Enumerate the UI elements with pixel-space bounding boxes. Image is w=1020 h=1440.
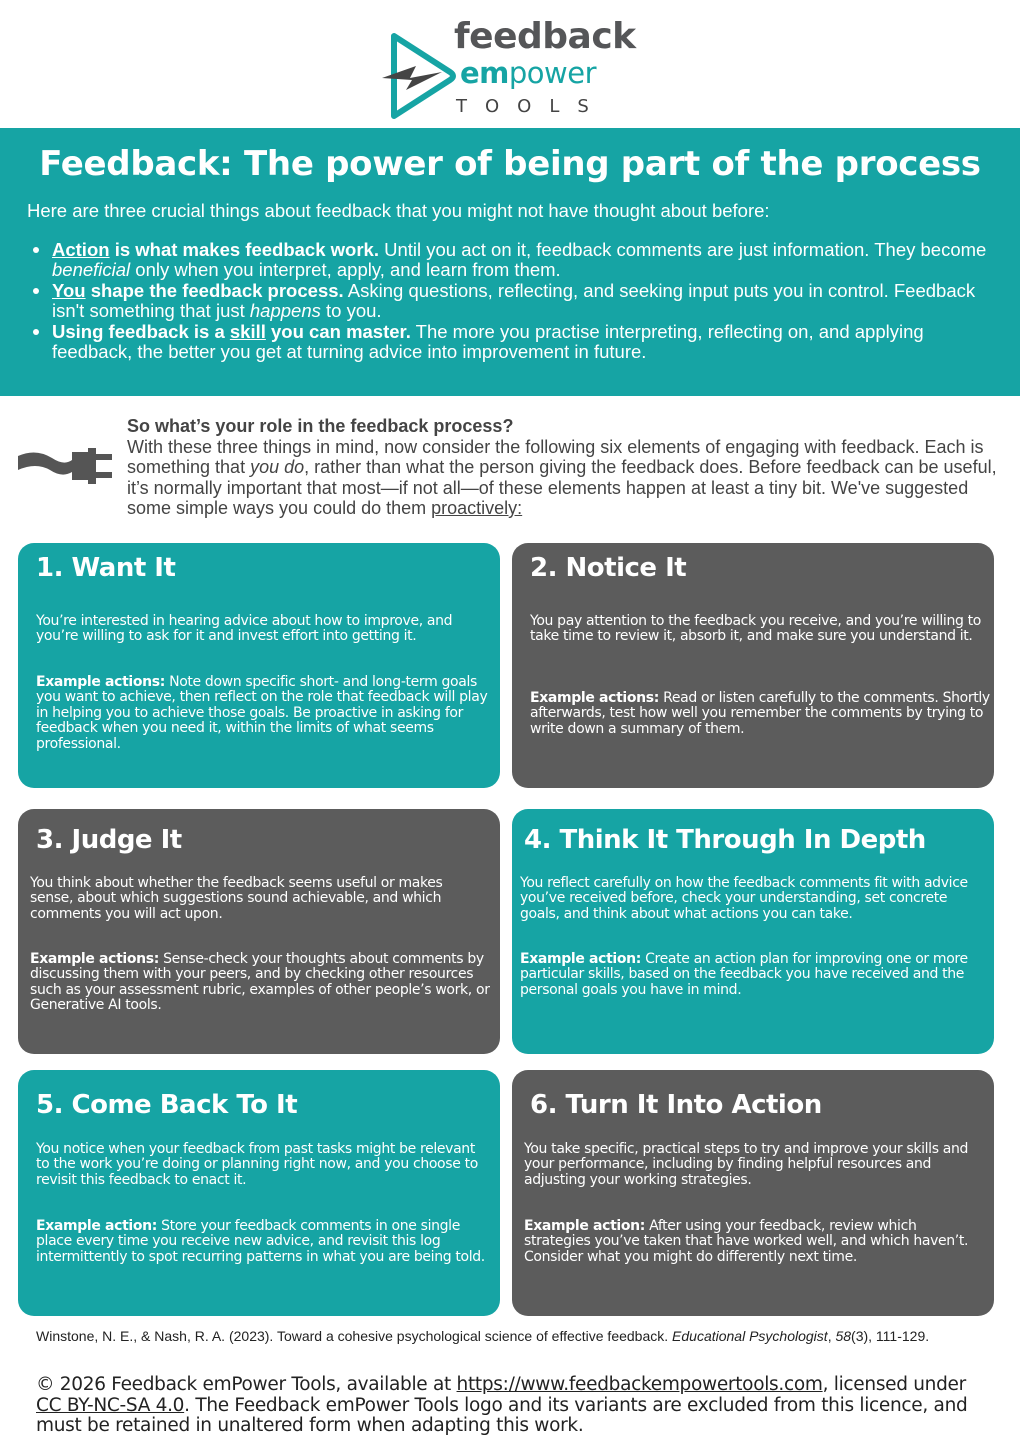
card-title: 1. Want It (36, 553, 176, 583)
card-example: Example action: Store your feedback comments in one single place every time you receive new advice, and revisit this log intermittently to spot recurring patterns in what you are being told. (36, 1218, 485, 1265)
card-example: Example actions: Note down specific short- and long-term goals you want to achieve, then reflect on the role that feedback will play in helping you to achieve those goals. Be proactive in asking for feedback when you need it, within the limits of what seems professional. (36, 674, 488, 752)
card-title: 2. Notice It (530, 553, 687, 583)
reference-citation: Winstone, N. E., & Nash, R. A. (2023). Toward a cohesive psychological science of effective feedback. Educational Psychologist, 58(3), 111-129. (36, 1328, 930, 1344)
card-title: 6. Turn It Into Action (530, 1090, 822, 1120)
logo-word-feedback: feedback (454, 16, 636, 57)
card-body: You reflect carefully on how the feedback comments fit with advice you’ve received before, check your understanding, set concrete goals, and think about what actions you can take. (520, 875, 968, 922)
role-text: With these three things in mind, now consider the following six elements of engaging with feedback. Each is something that you do, rather than what the person giving the feedback does. Before feedback can be useful, it’s normally important that most—if not all—of these elements happen at least a tiny bit. We've suggested some simple ways you could do them proactively: (127, 436, 997, 518)
website-link[interactable]: https://www.feedbackempowertools.com (456, 1374, 823, 1395)
play-bolt-icon (380, 28, 460, 124)
card-example: Example actions: Read or listen carefully to the comments. Shortly afterwards, test how well you remember the comments by trying to write down a summary of them. (530, 690, 990, 737)
role-question: So what’s your role in the feedback process? (127, 416, 514, 436)
card-body: You pay attention to the feedback you receive, and you’re willing to take time to review it, absorb it, and make sure you understand it. (530, 613, 981, 645)
card-turn-it-into-action (512, 1070, 994, 1316)
card-judge-it (18, 809, 500, 1054)
license-link[interactable]: CC BY-NC-SA 4.0 (36, 1394, 185, 1416)
card-want-it (18, 543, 500, 788)
card-example: Example action: Create an action plan for improving one or more particular skills, based on the feedback you have received and the personal goals you have in mind. (520, 951, 968, 998)
intro-lead: Here are three crucial things about feedback that you might not have thought about before: (27, 200, 770, 221)
logo-word-empower: empower (460, 56, 597, 90)
key-point-skill: Using feedback is a skill you can master. The more you practise interpreting, reflecting on, and applying feedback, the better you get at turning advice into improvement in future. (52, 322, 997, 362)
role-section (127, 416, 1007, 519)
key-points-list (52, 240, 997, 363)
card-think-it-through (512, 809, 994, 1054)
page-title: Feedback: The power of being part of the process (39, 144, 981, 184)
card-body: You take specific, practical steps to try and improve your skills and your performance, including by finding helpful resources and adjusting your working strategies. (524, 1141, 969, 1188)
copyright-notice: © 2026 Feedback emPower Tools, available at https://www.feedbackempowertools.com, licensed under CC BY-NC-SA 4.0. The Feedback emPower Tools logo and its variants are excluded from this licence, and must be retained in unaltered form when adapting this work. (36, 1374, 968, 1436)
card-example: Example actions: Sense-check your thoughts about comments by discussing them with your peers, and by checking other resources such as your assessment rubric, examples of other people’s work, or Generative AI tools. (30, 951, 490, 1014)
card-body: You’re interested in hearing advice about how to improve, and you’re willing to ask for it and invest effort into getting it. (36, 613, 453, 645)
key-point-you: You shape the feedback process. Asking questions, reflecting, and seeking input puts you in control. Feedback isn't something that just happens to you. (52, 281, 997, 321)
intro-band (0, 128, 1020, 396)
card-title: 3. Judge It (36, 825, 182, 855)
key-point-action: Action is what makes feedback work. Until you act on it, feedback comments are just information. They become beneficial only when you interpret, apply, and learn from them. (52, 240, 997, 280)
plug-icon (18, 438, 114, 494)
card-body: You notice when your feedback from past tasks might be relevant to the work you’re doing or planning right now, and you choose to revisit this feedback to enact it. (36, 1141, 478, 1188)
card-body: You think about whether the feedback seems useful or makes sense, about which suggestions sound achievable, and which comments you will act upon. (30, 875, 443, 922)
card-come-back-to-it (18, 1070, 500, 1316)
feedback-empower-logo (380, 14, 650, 117)
logo-word-tools: TOOLS (456, 96, 607, 117)
card-title: 5. Come Back To It (36, 1090, 298, 1120)
card-title: 4. Think It Through In Depth (524, 825, 926, 855)
card-example: Example action: After using your feedback, review which strategies you’ve taken that have worked well, and which haven’t. Consider what you might do differently next time. (524, 1218, 969, 1265)
card-notice-it (512, 543, 994, 788)
